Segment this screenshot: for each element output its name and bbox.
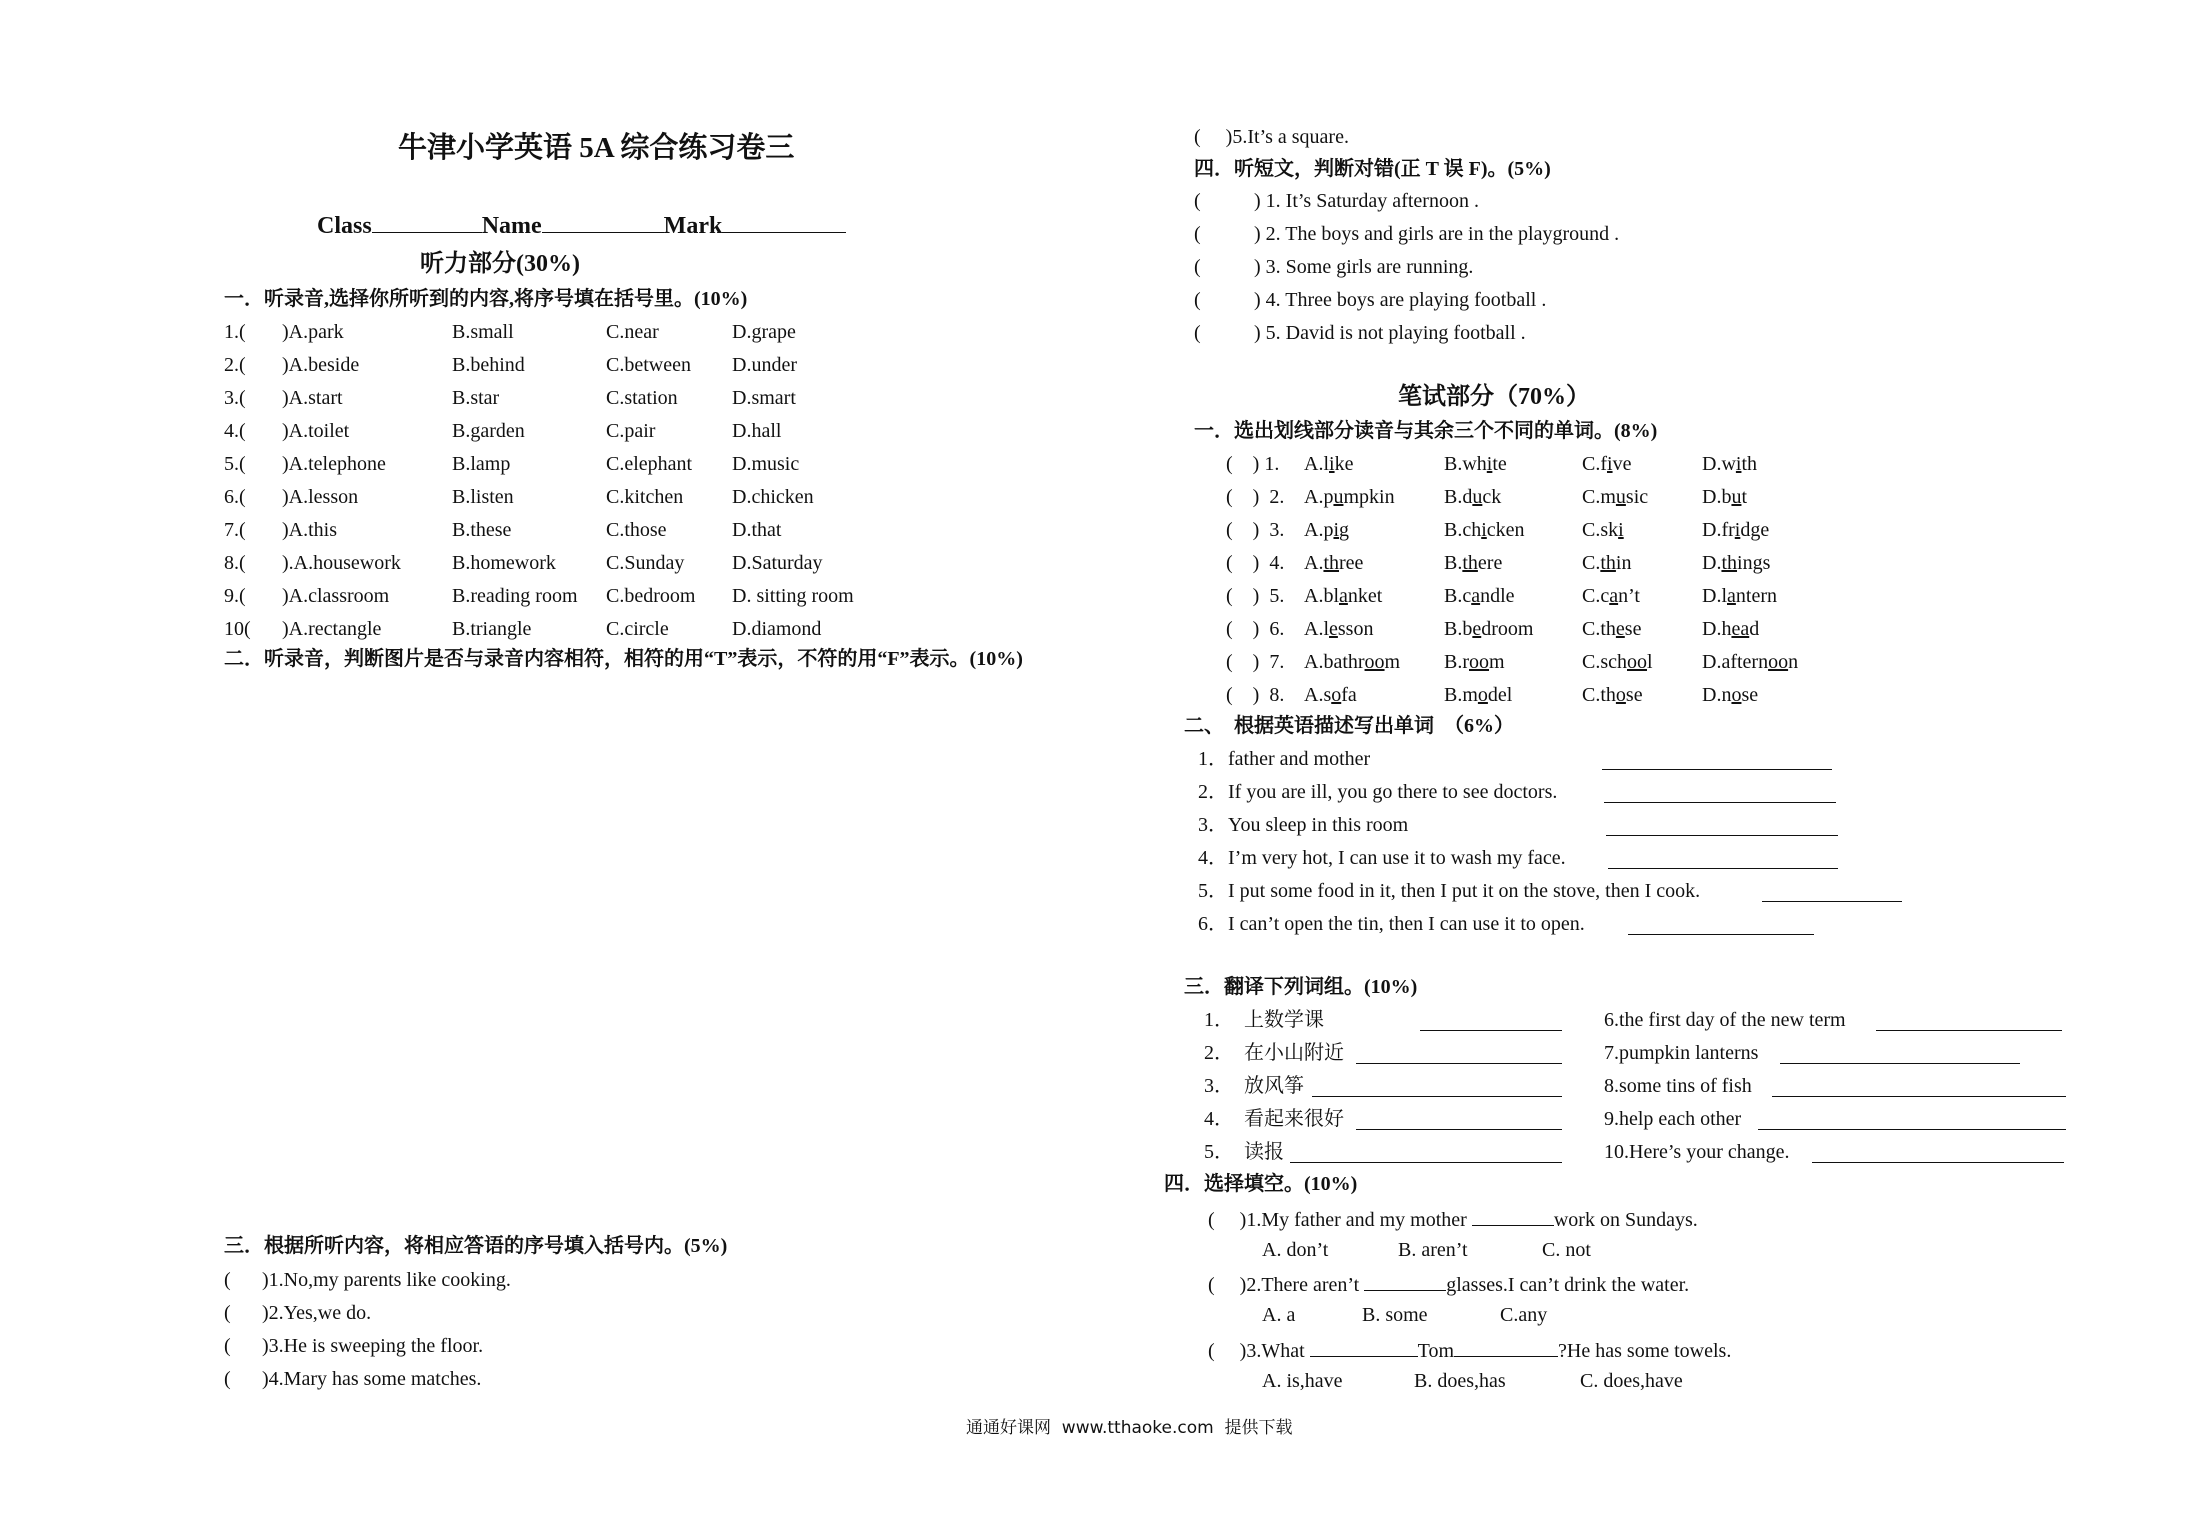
option-prefix: C.m bbox=[1582, 486, 1616, 508]
option-prefix: A.p bbox=[1304, 519, 1334, 541]
response-option: )1.No,my parents like cooking. bbox=[262, 1269, 511, 1291]
option-c: C.near bbox=[606, 321, 659, 343]
option-a: )A.lesson bbox=[282, 486, 359, 508]
listening-s3-item-5: ( )5.It’s a square. bbox=[1194, 126, 1349, 148]
underlined-letters: oo bbox=[1768, 651, 1789, 673]
option-c bbox=[1582, 650, 1653, 674]
answer-blank[interactable] bbox=[1628, 914, 1814, 935]
option-a bbox=[1304, 551, 1363, 575]
choice-option: C.any bbox=[1500, 1304, 1548, 1326]
option-c: C.bedroom bbox=[606, 585, 696, 607]
answer-blank[interactable] bbox=[1606, 815, 1838, 836]
answer-blank[interactable] bbox=[1608, 848, 1838, 869]
option-c bbox=[1582, 551, 1631, 575]
fill-blank[interactable] bbox=[1364, 1270, 1446, 1291]
option-suffix: sson bbox=[1337, 618, 1374, 640]
underlined-letters: th bbox=[1323, 552, 1340, 574]
option-a bbox=[1304, 518, 1349, 542]
answer-paren[interactable]: ( ) 6. bbox=[1226, 618, 1285, 640]
option-b: B.reading room bbox=[452, 585, 578, 607]
option-suffix: se bbox=[1624, 618, 1642, 640]
option-suffix: m bbox=[1384, 651, 1401, 673]
answer-paren[interactable]: 8.( bbox=[224, 552, 246, 574]
translation-blank[interactable] bbox=[1290, 1142, 1562, 1163]
underlined-letters: i bbox=[1607, 453, 1613, 475]
answer-paren[interactable]: ( bbox=[224, 1335, 231, 1357]
option-b bbox=[1444, 650, 1505, 674]
item-number: 1． bbox=[1204, 1009, 1234, 1031]
option-a bbox=[1304, 584, 1382, 608]
option-prefix: C.sch bbox=[1582, 651, 1627, 673]
underlined-letters: oo bbox=[1364, 651, 1385, 673]
option-d: D.diamond bbox=[732, 618, 822, 640]
option-d bbox=[1702, 617, 1759, 641]
answer-paren[interactable]: ( bbox=[1208, 1274, 1215, 1296]
english-phrase: 9.help each other bbox=[1604, 1108, 1742, 1130]
true-false-statement: ) 5. David is not playing football . bbox=[1254, 322, 1526, 344]
choice-question-3: ( )3.What Tom ?He has some towels. bbox=[1208, 1336, 1731, 1363]
option-b: B.garden bbox=[452, 420, 525, 442]
answer-paren[interactable]: 10( bbox=[224, 618, 251, 640]
option-b bbox=[1444, 518, 1525, 542]
option-d: D.Saturday bbox=[732, 552, 823, 574]
translation-blank[interactable] bbox=[1780, 1043, 2020, 1064]
english-phrase: 6.the first day of the new term bbox=[1604, 1009, 1846, 1031]
option-suffix: del bbox=[1487, 684, 1513, 706]
underlined-letters: i bbox=[1329, 453, 1335, 475]
option-a: )A.rectangle bbox=[282, 618, 382, 640]
option-prefix: D.h bbox=[1702, 618, 1732, 640]
english-phrase: 7.pumpkin lanterns bbox=[1604, 1042, 1759, 1064]
name-label: Name bbox=[481, 213, 542, 239]
option-prefix: A.s bbox=[1304, 684, 1332, 706]
answer-paren[interactable]: ( bbox=[224, 1368, 231, 1390]
description-text: I put some food in it, then I put it on the stove, then I cook. bbox=[1228, 880, 1701, 902]
option-d bbox=[1702, 551, 1770, 575]
option-a bbox=[1304, 452, 1353, 476]
option-prefix: A.bathr bbox=[1304, 651, 1365, 673]
option-suffix: d bbox=[1749, 618, 1760, 640]
option-prefix: A.l bbox=[1304, 453, 1329, 475]
option-prefix: D.aftern bbox=[1702, 651, 1769, 673]
option-c: C.between bbox=[606, 354, 691, 376]
response-option: )3.He is sweeping the floor. bbox=[262, 1335, 484, 1357]
answer-blank[interactable] bbox=[1604, 782, 1836, 803]
chinese-phrase: 读报 bbox=[1244, 1141, 1284, 1163]
option-d bbox=[1702, 584, 1777, 608]
underlined-letters: i bbox=[1735, 453, 1742, 475]
answer-paren[interactable]: ( ) 3. bbox=[1226, 519, 1285, 541]
option-prefix: D. bbox=[1702, 552, 1722, 574]
item-number: 1． bbox=[1198, 748, 1228, 770]
option-b bbox=[1444, 617, 1533, 641]
option-b bbox=[1444, 551, 1502, 575]
option-suffix: n’t bbox=[1618, 585, 1640, 607]
underlined-letters: a bbox=[1727, 585, 1736, 607]
option-prefix: C.sk bbox=[1582, 519, 1619, 541]
page-title: 牛津小学英语 5A 综合练习卷三 bbox=[398, 132, 795, 164]
underlined-letters: e bbox=[1472, 618, 1482, 640]
option-d bbox=[1702, 683, 1758, 707]
option-d: D. sitting room bbox=[732, 585, 854, 607]
underlined-letters: th bbox=[1721, 552, 1738, 574]
translation-blank[interactable] bbox=[1312, 1076, 1562, 1097]
option-prefix: D.n bbox=[1702, 684, 1732, 706]
underlined-letters: i bbox=[1481, 519, 1487, 541]
answer-blank[interactable] bbox=[1762, 881, 1902, 902]
option-prefix: B.r bbox=[1444, 651, 1469, 673]
underlined-letters: a bbox=[1339, 585, 1348, 607]
underlined-letters: o bbox=[1615, 684, 1626, 706]
underlined-letters: th bbox=[1462, 552, 1478, 574]
option-c: C.circle bbox=[606, 618, 669, 640]
option-d: D.hall bbox=[732, 420, 782, 442]
answer-paren[interactable]: ( ) 4. bbox=[1226, 552, 1285, 574]
description-text: You sleep in this room bbox=[1228, 814, 1409, 836]
underlined-letters: o bbox=[1477, 684, 1488, 706]
option-prefix: C.th bbox=[1582, 618, 1616, 640]
fill-blank[interactable] bbox=[1472, 1205, 1554, 1226]
option-prefix: D.w bbox=[1702, 453, 1736, 475]
item-number: 5． bbox=[1198, 880, 1228, 902]
option-prefix: C.th bbox=[1582, 684, 1616, 706]
item-number: 2． bbox=[1198, 781, 1228, 803]
option-b bbox=[1444, 584, 1515, 608]
option-prefix: B. bbox=[1444, 552, 1463, 574]
option-suffix: dge bbox=[1740, 519, 1770, 541]
underlined-letters: i bbox=[1734, 519, 1741, 541]
item-number: 3． bbox=[1198, 814, 1228, 836]
info-line bbox=[305, 188, 846, 238]
class-label: Class bbox=[317, 213, 372, 239]
option-d: D.chicken bbox=[732, 486, 814, 508]
option-a: )A.toilet bbox=[282, 420, 350, 442]
written-heading: 笔试部分（70%） bbox=[1398, 384, 1590, 410]
translation-blank[interactable] bbox=[1356, 1043, 1562, 1064]
option-suffix: sic bbox=[1625, 486, 1649, 508]
item-number: 6． bbox=[1198, 913, 1228, 935]
chinese-phrase: 看起来很好 bbox=[1244, 1108, 1344, 1130]
chinese-phrase: 在小山附近 bbox=[1244, 1042, 1344, 1064]
option-suffix: m bbox=[1489, 651, 1505, 673]
option-d: D.grape bbox=[732, 321, 796, 343]
option-a: )A.this bbox=[282, 519, 337, 541]
translation-blank[interactable] bbox=[1356, 1109, 1562, 1130]
option-prefix: B.c bbox=[1444, 585, 1472, 607]
listening-s3-title: 三．根据所听内容，将相应答语的序号填入括号内。(5%) bbox=[224, 1235, 728, 1257]
written-s4-title: 四．选择填空。(10%) bbox=[1164, 1173, 1358, 1195]
option-b: B.listen bbox=[452, 486, 514, 508]
option-b: B.these bbox=[452, 519, 512, 541]
item-number: 4． bbox=[1204, 1108, 1234, 1130]
item-number: 5． bbox=[1204, 1141, 1234, 1163]
option-b: B.behind bbox=[452, 354, 525, 376]
option-c: C.station bbox=[606, 387, 678, 409]
option-suffix: se bbox=[1625, 684, 1643, 706]
option-prefix: A.bl bbox=[1304, 585, 1339, 607]
answer-paren[interactable]: ( bbox=[1194, 190, 1201, 212]
description-text: I can’t open the tin, then I can use it to open. bbox=[1228, 913, 1585, 935]
choice-option: A. a bbox=[1262, 1304, 1296, 1326]
written-s2-title: 二、 根据英语描述写出单词 （6%） bbox=[1184, 715, 1514, 737]
class-blank[interactable] bbox=[372, 212, 482, 233]
description-text: If you are ill, you go there to see doctors. bbox=[1228, 781, 1558, 803]
option-d bbox=[1702, 650, 1798, 674]
answer-paren[interactable]: ( bbox=[1194, 322, 1201, 344]
option-a: )A.beside bbox=[282, 354, 360, 376]
translation-blank[interactable] bbox=[1812, 1142, 2064, 1163]
option-c: C.those bbox=[606, 519, 667, 541]
option-suffix: ntern bbox=[1735, 585, 1777, 607]
listening-heading: 听力部分(30%) bbox=[420, 251, 580, 277]
option-suffix: ree bbox=[1339, 552, 1364, 574]
choice-option: A. is,have bbox=[1262, 1370, 1343, 1392]
response-option: )4.Mary has some matches. bbox=[262, 1368, 482, 1390]
option-a bbox=[1304, 617, 1373, 641]
option-a: ).A.housework bbox=[282, 552, 401, 574]
option-prefix: B.wh bbox=[1444, 453, 1487, 475]
footer-source: 通通好课网 www.tthaoke.com 提供下载 bbox=[966, 1418, 1293, 1438]
translation-blank[interactable] bbox=[1758, 1109, 2066, 1130]
answer-paren[interactable]: ( bbox=[224, 1302, 231, 1324]
description-text: I’m very hot, I can use it to wash my face. bbox=[1228, 847, 1566, 869]
option-suffix: ke bbox=[1334, 453, 1354, 475]
option-c bbox=[1582, 485, 1648, 509]
option-c bbox=[1582, 584, 1640, 608]
chinese-phrase: 上数学课 bbox=[1244, 1009, 1324, 1031]
option-c bbox=[1582, 518, 1624, 542]
underlined-letters: i bbox=[1333, 519, 1340, 541]
option-prefix: B.m bbox=[1444, 684, 1478, 706]
option-b: B.triangle bbox=[452, 618, 532, 640]
choice-question-1: ( )1.My father and my mother work on Sundays. bbox=[1208, 1205, 1698, 1232]
answer-paren[interactable]: 5.( bbox=[224, 453, 246, 475]
item-number: 3． bbox=[1204, 1075, 1234, 1097]
option-b: B.homework bbox=[452, 552, 556, 574]
underlined-letters: a bbox=[1609, 585, 1619, 607]
item-number: 2． bbox=[1204, 1042, 1234, 1064]
option-a: )A.telephone bbox=[282, 453, 386, 475]
option-suffix: ck bbox=[1482, 486, 1502, 508]
option-suffix: te bbox=[1492, 453, 1507, 475]
true-false-statement: ) 3. Some girls are running. bbox=[1254, 256, 1474, 278]
option-a bbox=[1304, 650, 1400, 674]
option-suffix: droom bbox=[1481, 618, 1534, 640]
listening-s2-title: 二．听录音，判断图片是否与录音内容相符，相符的用“T”表示，不符的用“F”表示。(10%) bbox=[224, 648, 1023, 670]
choice-option: C. not bbox=[1542, 1239, 1591, 1261]
english-phrase: 10.Here’s your change. bbox=[1604, 1141, 1790, 1163]
option-prefix: D.l bbox=[1702, 585, 1727, 607]
answer-paren[interactable]: 6.( bbox=[224, 486, 246, 508]
underlined-letters: a bbox=[1471, 585, 1481, 607]
listening-s1-title: 一．听录音,选择你所听到的内容,将序号填在括号里。(10%) bbox=[224, 288, 748, 310]
mark-label: Mark bbox=[663, 213, 723, 239]
answer-paren[interactable]: ( ) 7. bbox=[1226, 651, 1285, 673]
option-c bbox=[1582, 683, 1643, 707]
written-s1-title: 一．选出划线部分读音与其余三个不同的单词。(8%) bbox=[1194, 420, 1658, 442]
option-suffix: ere bbox=[1477, 552, 1503, 574]
option-prefix: B.b bbox=[1444, 618, 1473, 640]
answer-paren[interactable]: ( ) 2. bbox=[1226, 486, 1285, 508]
choice-option: C. does,have bbox=[1580, 1370, 1683, 1392]
option-suffix: ings bbox=[1737, 552, 1771, 574]
option-suffix: t bbox=[1741, 486, 1748, 508]
option-suffix: nket bbox=[1347, 585, 1383, 607]
answer-blank[interactable] bbox=[1602, 749, 1832, 770]
underlined-letters: oo bbox=[1469, 651, 1489, 673]
answer-paren[interactable]: ( bbox=[1194, 126, 1201, 148]
underlined-letters: e bbox=[1615, 618, 1625, 640]
translation-blank[interactable] bbox=[1876, 1010, 2062, 1031]
answer-paren[interactable]: ( ) 1. bbox=[1226, 453, 1280, 475]
underlined-letters: o bbox=[1731, 684, 1742, 706]
answer-paren[interactable]: 3.( bbox=[224, 387, 246, 409]
option-d: D.that bbox=[732, 519, 782, 541]
option-prefix: C.c bbox=[1582, 585, 1610, 607]
underlined-letters: u bbox=[1472, 486, 1483, 508]
answer-paren[interactable]: ( bbox=[1194, 223, 1201, 245]
true-false-statement: ) 4. Three boys are playing football . bbox=[1254, 289, 1547, 311]
option-b bbox=[1444, 683, 1512, 707]
option-suffix: ndle bbox=[1480, 585, 1515, 607]
choice-option: B. does,has bbox=[1414, 1370, 1506, 1392]
underlined-letters: oo bbox=[1627, 651, 1647, 673]
answer-paren[interactable]: ( bbox=[1194, 256, 1201, 278]
option-prefix: D.b bbox=[1702, 486, 1732, 508]
answer-paren[interactable]: 2.( bbox=[224, 354, 246, 376]
option-b: B.lamp bbox=[452, 453, 511, 475]
option-c: C.Sunday bbox=[606, 552, 685, 574]
option-a: )A.classroom bbox=[282, 585, 390, 607]
fill-blank[interactable] bbox=[1310, 1336, 1418, 1357]
option-b bbox=[1444, 452, 1507, 476]
name-blank[interactable] bbox=[542, 212, 664, 233]
option-d: D.under bbox=[732, 354, 797, 376]
option-suffix: se bbox=[1741, 684, 1759, 706]
answer-paren[interactable]: 9.( bbox=[224, 585, 246, 607]
option-suffix: th bbox=[1741, 453, 1758, 475]
english-phrase: 8.some tins of fish bbox=[1604, 1075, 1752, 1097]
option-suffix: ve bbox=[1612, 453, 1632, 475]
option-d bbox=[1702, 518, 1769, 542]
response-option: )2.Yes,we do. bbox=[262, 1302, 372, 1324]
option-suffix: n bbox=[1788, 651, 1799, 673]
written-s3-title: 三．翻译下列词组。(10%) bbox=[1184, 976, 1418, 998]
option-prefix: A.p bbox=[1304, 486, 1334, 508]
fill-blank[interactable] bbox=[1454, 1336, 1558, 1357]
underlined-letters: e bbox=[1329, 618, 1338, 640]
option-prefix: D.fr bbox=[1702, 519, 1735, 541]
listening-s4-title: 四．听短文，判断对错(正 T 误 F)。(5%) bbox=[1194, 158, 1551, 180]
true-false-statement: ) 1. It’s Saturday afternoon . bbox=[1254, 190, 1479, 212]
option-prefix: A. bbox=[1304, 552, 1324, 574]
choice-option: B. some bbox=[1362, 1304, 1428, 1326]
option-d: D.smart bbox=[732, 387, 796, 409]
answer-paren[interactable]: 4.( bbox=[224, 420, 246, 442]
option-d: D.music bbox=[732, 453, 800, 475]
option-a: )A.start bbox=[282, 387, 343, 409]
option-a: )A.park bbox=[282, 321, 344, 343]
mark-blank[interactable] bbox=[722, 212, 846, 233]
option-b bbox=[1444, 485, 1501, 509]
option-a bbox=[1304, 683, 1357, 707]
chinese-phrase: 放风筝 bbox=[1244, 1075, 1304, 1097]
option-c: C.kitchen bbox=[606, 486, 684, 508]
option-d bbox=[1702, 452, 1757, 476]
option-suffix: fa bbox=[1341, 684, 1357, 706]
choice-question-2: ( )2.There aren’t glasses.I can’t drink the water. bbox=[1208, 1270, 1689, 1297]
true-false-statement: ) 2. The boys and girls are in the playground . bbox=[1254, 223, 1620, 245]
answer-paren[interactable]: 1.( bbox=[224, 321, 246, 343]
option-suffix: mpkin bbox=[1343, 486, 1395, 508]
option-prefix: B.ch bbox=[1444, 519, 1482, 541]
translation-blank[interactable] bbox=[1420, 1010, 1562, 1031]
answer-paren[interactable]: ( bbox=[224, 1269, 231, 1291]
option-c bbox=[1582, 452, 1631, 476]
underlined-letters: i bbox=[1618, 519, 1624, 541]
option-c: C.elephant bbox=[606, 453, 693, 475]
answer-paren[interactable]: ( bbox=[1208, 1340, 1215, 1362]
answer-paren[interactable]: ( ) 5. bbox=[1226, 585, 1285, 607]
answer-paren[interactable]: ( bbox=[1208, 1209, 1215, 1231]
option-suffix: in bbox=[1615, 552, 1632, 574]
translation-blank[interactable] bbox=[1772, 1076, 2066, 1097]
underlined-letters: i bbox=[1486, 453, 1493, 475]
option-suffix: l bbox=[1647, 651, 1653, 673]
option-prefix: B.d bbox=[1444, 486, 1473, 508]
underlined-letters: u bbox=[1731, 486, 1742, 508]
option-prefix: A.l bbox=[1304, 618, 1329, 640]
underlined-letters: u bbox=[1333, 486, 1344, 508]
answer-paren[interactable]: ( bbox=[1194, 289, 1201, 311]
choice-option: A. don’t bbox=[1262, 1239, 1329, 1261]
option-d bbox=[1702, 485, 1747, 509]
option-suffix: cken bbox=[1486, 519, 1525, 541]
option-prefix: C.f bbox=[1582, 453, 1607, 475]
option-c: C.pair bbox=[606, 420, 656, 442]
option-suffix: g bbox=[1339, 519, 1350, 541]
underlined-letters: o bbox=[1331, 684, 1342, 706]
option-b: B.small bbox=[452, 321, 514, 343]
answer-paren[interactable]: 7.( bbox=[224, 519, 246, 541]
option-a bbox=[1304, 485, 1395, 509]
item-number: 4． bbox=[1198, 847, 1228, 869]
underlined-letters: u bbox=[1615, 486, 1626, 508]
answer-paren[interactable]: ( ) 8. bbox=[1226, 684, 1285, 706]
description-text: father and mother bbox=[1228, 748, 1371, 770]
option-c bbox=[1582, 617, 1641, 641]
choice-option: B. aren’t bbox=[1398, 1239, 1468, 1261]
option-b: B.star bbox=[452, 387, 500, 409]
underlined-letters: ea bbox=[1731, 618, 1750, 640]
underlined-letters: th bbox=[1600, 552, 1616, 574]
option-prefix: C. bbox=[1582, 552, 1601, 574]
